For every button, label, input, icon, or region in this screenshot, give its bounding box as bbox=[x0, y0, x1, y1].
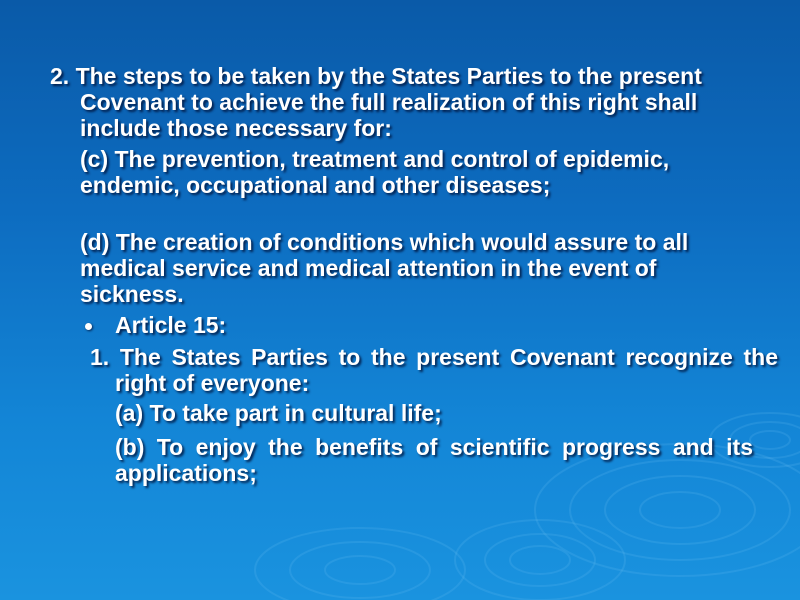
bullet-label: Article 15: bbox=[115, 312, 227, 338]
paragraph-b: (b) To enjoy the benefits of scientific progress and its applications; bbox=[115, 434, 753, 486]
paragraph-article-15-item-1: 1. The States Parties to the present Covenant recognize the right of everyone: bbox=[90, 344, 778, 396]
paragraph-d: (d) The creation of conditions which would assure to all medical service and medical attention in the event of sickness. bbox=[80, 229, 689, 307]
paragraph-a: (a) To take part in cultural life; bbox=[115, 400, 442, 426]
paragraph-c: (c) The prevention, treatment and control of epidemic, endemic, occupational and other diseases; bbox=[80, 146, 670, 198]
bullet-dot-icon bbox=[85, 323, 92, 330]
paragraph-steps: 2. The steps to be taken by the States Parties to the present Covenant to achieve the full realization of this right shall include those necessary for: bbox=[50, 63, 702, 141]
